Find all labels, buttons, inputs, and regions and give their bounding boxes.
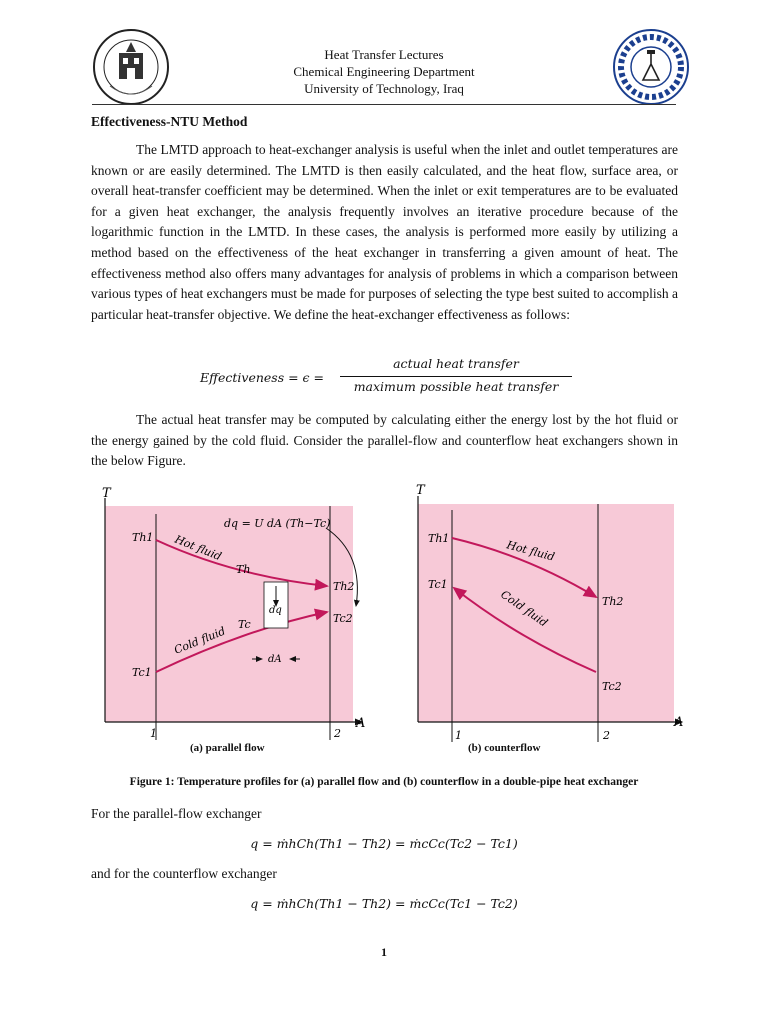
figure-intro-paragraph bbox=[91, 410, 678, 472]
intro-paragraph-text: The LMTD approach to heat-exchanger analysis is useful when the inlet and outlet temperatures are known or are easily determined. The LMTD is then easily calculated, and the heat flow, surface area, or overall heat-transfer coefficient may be determined. When the inlet or exit temperatures are to be evaluated for a given heat exchanger, the analysis frequently involves an iterative procedure because of the logarithmic function in the LMTD. In these cases, the analysis is performed more easily by utilizing a method based on the effectiveness of the heat exchanger in transferring a given amount of heat. The effectiveness method also offers many advantages for analysis of problems in which a comparison between various types of heat exchangers must be made for purposes of selecting the type best suited to accomplish a particular heat-transfer objective. We define the heat-exchanger effectiveness as follows: bbox=[91, 142, 678, 322]
page-number: 1 bbox=[381, 945, 387, 959]
counterflow-intro: and for the counterflow exchanger bbox=[91, 866, 277, 881]
figure-a-tick-2: 2 bbox=[334, 727, 341, 740]
figure-a-tick-1: 1 bbox=[150, 727, 157, 740]
figure-a-parallel-flow bbox=[94, 484, 370, 740]
figure-b-a-label: A bbox=[674, 715, 684, 730]
figure-b-hot-fluid-label: Hot fluid bbox=[505, 538, 557, 564]
figure-b-th2: Th2 bbox=[602, 595, 624, 608]
header-divider bbox=[92, 104, 676, 105]
counterflow-equation: q = ṁhCh(Th1 − Th2) = ṁcCc(Tc1 − Tc2) bbox=[250, 896, 518, 911]
figure-b-th1: Th1 bbox=[428, 532, 450, 545]
figure-b-tc1: Tc1 bbox=[428, 578, 448, 591]
figure-b-cold-fluid-label: Cold fluid bbox=[498, 587, 551, 630]
figure-a-a-label: A bbox=[356, 716, 366, 731]
figure-b-caption: (b) counterflow bbox=[468, 742, 541, 754]
figure-a-dq-equation: dq = U dA (Th−Tc) bbox=[224, 517, 331, 530]
figure-intro-text: The actual heat transfer may be computed by calculating either the energy lost by the hot fluid or the energy gained by the cold fluid. Consider the parallel-flow and counterflow heat exchangers shown in the below Figure. bbox=[91, 412, 678, 469]
figure-a-tc1: Tc1 bbox=[132, 666, 152, 679]
parallel-flow-equation: q = ṁhCh(Th1 − Th2) = ṁcCc(Tc2 − Tc1) bbox=[250, 836, 518, 851]
figure-a-th2: Th2 bbox=[333, 580, 355, 593]
figure-a-th: Th bbox=[236, 563, 251, 576]
parallel-flow-intro: For the parallel-flow exchanger bbox=[91, 806, 262, 821]
figure-a-caption: (a) parallel flow bbox=[190, 742, 265, 754]
figure-a-cold-fluid-label: Cold fluid bbox=[172, 624, 228, 657]
effectiveness-numerator: actual heat transfer bbox=[393, 356, 519, 371]
figure-b-tc2: Tc2 bbox=[602, 680, 622, 693]
figure-b-background bbox=[418, 504, 674, 722]
figure-b-tick-1: 1 bbox=[455, 729, 462, 742]
figure-caption: Figure 1: Temperature profiles for (a) parallel flow and (b) counterflow in a double-pipe heat exchanger bbox=[129, 776, 639, 788]
fraction-bar bbox=[340, 376, 572, 377]
figure-a-hot-fluid-label: Hot fluid bbox=[172, 532, 224, 564]
document-header bbox=[0, 46, 768, 97]
figure-b-t-label: T bbox=[416, 483, 425, 498]
figure-a-tc: Tc bbox=[238, 618, 251, 631]
intro-paragraph bbox=[91, 140, 678, 325]
effectiveness-lhs: Effectiveness = ϵ = bbox=[200, 370, 325, 385]
figure-a-th1: Th1 bbox=[132, 531, 154, 544]
figure-b-counterflow bbox=[408, 480, 690, 742]
figure-a-t-label: T bbox=[102, 486, 111, 501]
header-university: University of Technology, Iraq bbox=[304, 81, 464, 96]
figure-a-dq-label: dq bbox=[269, 605, 282, 616]
effectiveness-denominator: maximum possible heat transfer bbox=[353, 379, 559, 394]
header-department: Chemical Engineering Department bbox=[293, 64, 475, 79]
section-title: Effectiveness-NTU Method bbox=[91, 114, 248, 129]
figure-a-da-label: dA bbox=[268, 654, 282, 665]
figure-a-tc2: Tc2 bbox=[333, 612, 353, 625]
header-course-title: Heat Transfer Lectures bbox=[324, 47, 444, 62]
figure-b-tick-2: 2 bbox=[603, 729, 610, 742]
